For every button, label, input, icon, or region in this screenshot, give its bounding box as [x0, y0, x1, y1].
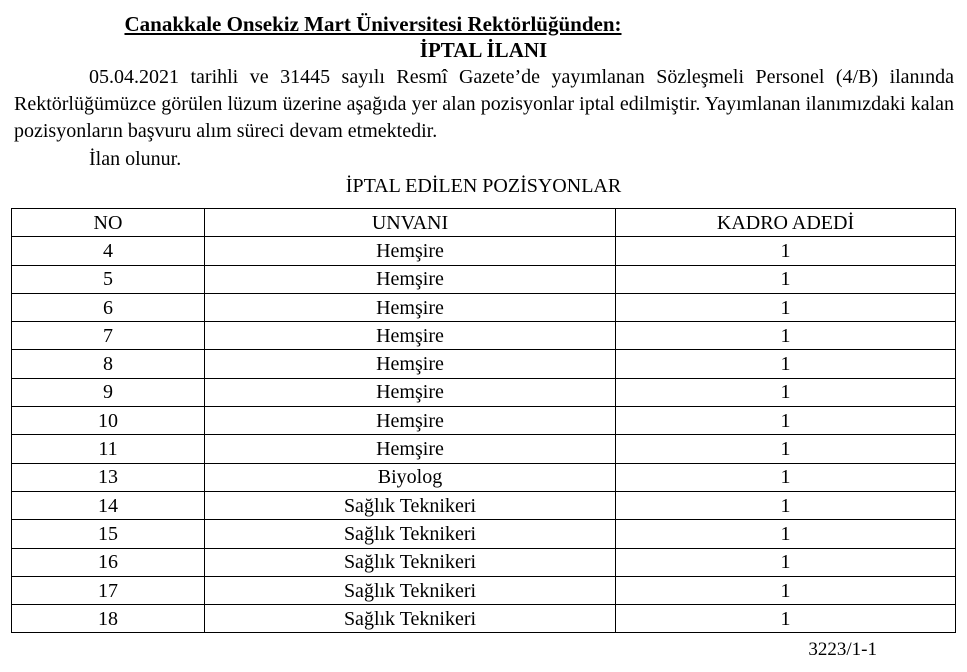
table-row	[12, 378, 956, 406]
table-row	[12, 491, 956, 519]
cell-no: 9	[12, 378, 205, 406]
cell-kadro-adedi: 1	[616, 407, 956, 435]
cell-no: 10	[12, 407, 205, 435]
institution-heading-text: Canakkale Onsekiz Mart Üniversitesi Rektörlüğünden:	[124, 12, 622, 36]
cell-no: 13	[12, 463, 205, 491]
cell-unvani: Hemşire	[205, 265, 616, 293]
cell-no: 16	[12, 548, 205, 576]
cell-no: 15	[12, 520, 205, 548]
cell-kadro-adedi: 1	[616, 605, 956, 633]
table-row	[12, 293, 956, 321]
cell-kadro-adedi: 1	[616, 435, 956, 463]
cell-kadro-adedi: 1	[616, 463, 956, 491]
table-row	[12, 463, 956, 491]
table-row	[12, 322, 956, 350]
cell-no: 14	[12, 491, 205, 519]
table-row	[12, 407, 956, 435]
cell-kadro-adedi: 1	[616, 322, 956, 350]
cell-no: 6	[12, 293, 205, 321]
header-no: NO	[12, 209, 205, 237]
table-row	[12, 435, 956, 463]
cell-kadro-adedi: 1	[616, 293, 956, 321]
table-row	[12, 237, 956, 265]
cancelled-positions-table	[11, 208, 956, 633]
cell-unvani: Hemşire	[205, 435, 616, 463]
cell-unvani: Sağlık Teknikeri	[205, 520, 616, 548]
cell-kadro-adedi: 1	[616, 265, 956, 293]
closing-line: İlan olunur.	[89, 148, 182, 170]
header-kadro-adedi: KADRO ADEDİ	[616, 209, 956, 237]
institution-heading	[0, 10, 746, 38]
cell-no: 18	[12, 605, 205, 633]
cell-unvani: Sağlık Teknikeri	[205, 491, 616, 519]
cell-no: 8	[12, 350, 205, 378]
table-row	[12, 548, 956, 576]
table-row	[12, 350, 956, 378]
cell-kadro-adedi: 1	[616, 520, 956, 548]
header-unvani: UNVANI	[205, 209, 616, 237]
cell-no: 11	[12, 435, 205, 463]
cell-kadro-adedi: 1	[616, 548, 956, 576]
table-title: İPTAL EDİLEN POZİSYONLAR	[345, 175, 622, 197]
cell-unvani: Hemşire	[205, 350, 616, 378]
table-row	[12, 265, 956, 293]
cell-unvani: Biyolog	[205, 463, 616, 491]
cell-kadro-adedi: 1	[616, 576, 956, 604]
cell-unvani: Hemşire	[205, 237, 616, 265]
cell-unvani: Hemşire	[205, 293, 616, 321]
cell-no: 7	[12, 322, 205, 350]
cell-no: 5	[12, 265, 205, 293]
cell-kadro-adedi: 1	[616, 237, 956, 265]
cell-kadro-adedi: 1	[616, 491, 956, 519]
cell-unvani: Sağlık Teknikeri	[205, 605, 616, 633]
announcement-paragraph	[14, 64, 954, 145]
cell-no: 4	[12, 237, 205, 265]
cell-unvani: Sağlık Teknikeri	[205, 548, 616, 576]
announcement-paragraph-text: 05.04.2021 tarihli ve 31445 sayılı Resmî Gazete’de yayımlanan Sözleşmeli Personel (4/B) ilanında Rektörlüğümüzce görülen lüzum üzerine aşağıda yer alan pozisyonlar iptal edilmiştir. Yayımlanan ilanımızdaki kalan pozisyonların başvuru alım süreci devam etmektedir.	[14, 66, 954, 142]
table-row	[12, 605, 956, 633]
cell-kadro-adedi: 1	[616, 350, 956, 378]
cell-kadro-adedi: 1	[616, 378, 956, 406]
cell-unvani: Hemşire	[205, 322, 616, 350]
announcement-title: İPTAL İLANI	[419, 38, 548, 62]
cell-unvani: Hemşire	[205, 378, 616, 406]
cell-no: 17	[12, 576, 205, 604]
document-reference-code: 3223/1-1	[808, 639, 877, 660]
cell-unvani: Sağlık Teknikeri	[205, 576, 616, 604]
table-row	[12, 576, 956, 604]
cell-unvani: Hemşire	[205, 407, 616, 435]
table-header-row	[12, 209, 956, 237]
table-row	[12, 520, 956, 548]
